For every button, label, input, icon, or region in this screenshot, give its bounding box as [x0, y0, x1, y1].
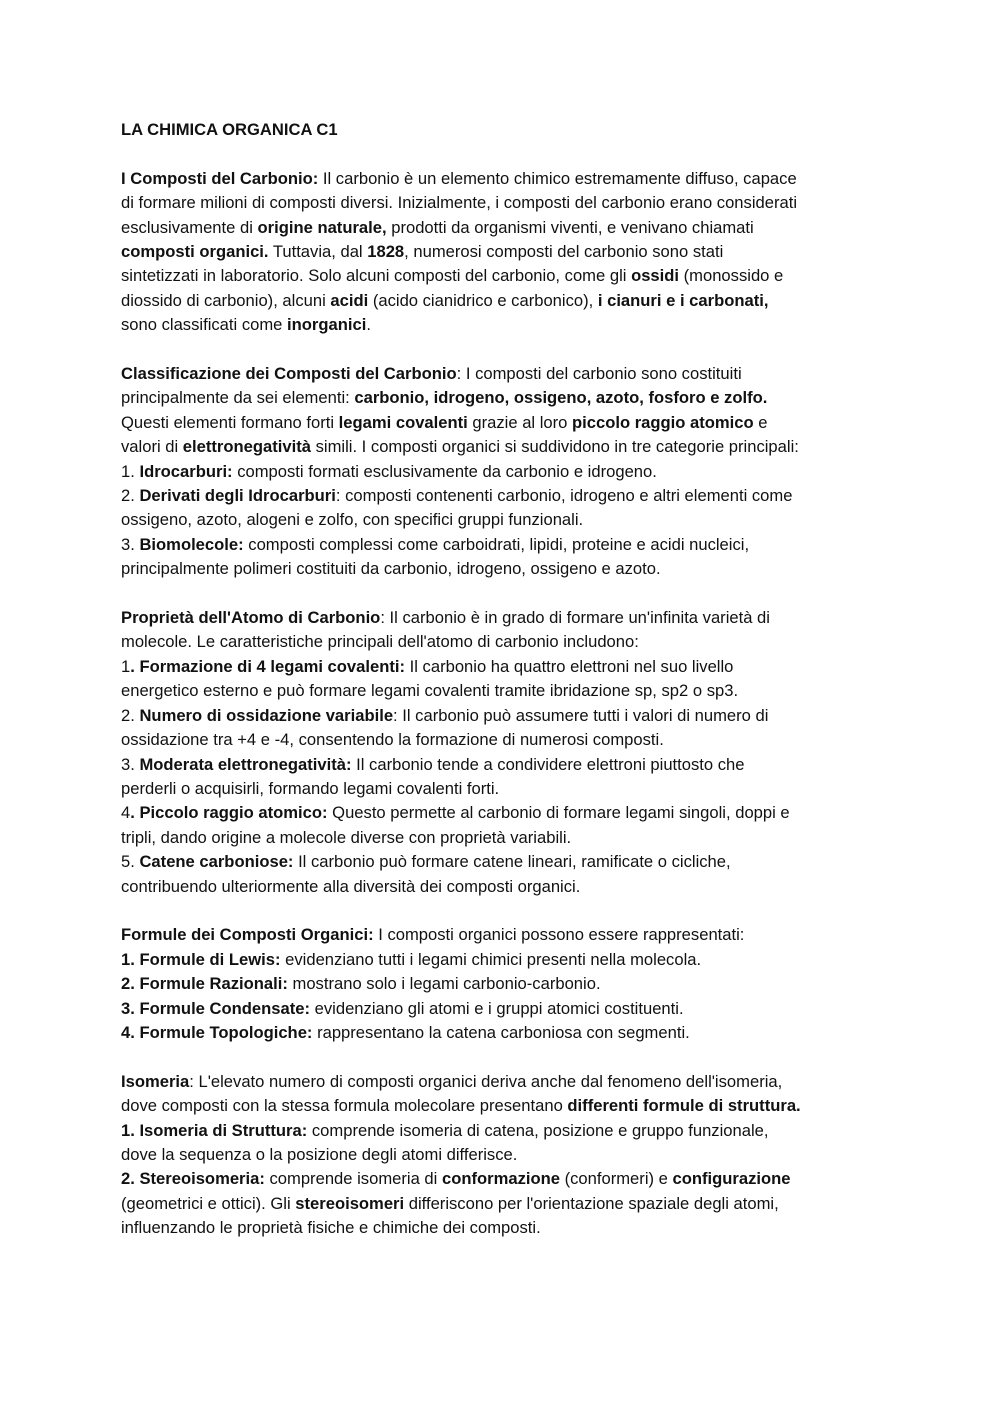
- text-run: : Il carbonio può assumere tutti i valori di numero di: [393, 705, 769, 725]
- text-run: 3.: [121, 754, 140, 774]
- text-run: Questo permette al carbonio di formare legami singoli, doppi e: [327, 803, 790, 823]
- text-line: [121, 606, 891, 630]
- document-body: [121, 118, 891, 1265]
- text-line: [121, 826, 891, 850]
- text-run: contribuendo ulteriormente alla diversità dei composti organici.: [121, 876, 581, 896]
- text-line: [121, 508, 891, 532]
- text-run: simili. I composti organici si suddividono in tre categorie principali:: [310, 437, 799, 457]
- bold-text: piccolo raggio atomico: [572, 412, 754, 432]
- text-line: [121, 191, 891, 215]
- text-line: [121, 533, 891, 557]
- text-line: [121, 1192, 891, 1216]
- bold-text: 1. Isomeria di Struttura:: [121, 1120, 308, 1140]
- text-run: di formare milioni di composti diversi. Inizialmente, i composti del carbonio erano considerati: [121, 193, 798, 213]
- text-run: .: [366, 315, 371, 335]
- bold-text: Classificazione dei Composti del Carbonio: [121, 364, 457, 384]
- text-run: : composti contenenti carbonio, idrogeno e altri elementi come: [335, 486, 793, 506]
- text-line: [121, 875, 891, 899]
- text-line: [121, 753, 891, 777]
- bold-text: configurazione: [672, 1169, 791, 1189]
- bold-text: legami covalenti: [338, 412, 468, 432]
- text-run: ossidazione tra +4 e -4, consentendo la formazione di numerosi composti.: [121, 730, 664, 750]
- text-run: : L'elevato numero di composti organici deriva anche dal fenomeno dell'isomeria,: [189, 1071, 783, 1091]
- bold-text: conformazione: [441, 1169, 560, 1189]
- text-run: principalmente da sei elementi:: [121, 388, 355, 408]
- text-run: 4: [121, 803, 131, 823]
- text-run: sono classificati come: [121, 315, 288, 335]
- text-run: (monossido e: [679, 266, 784, 286]
- text-run: energetico esterno e può formare legami covalenti tramite ibridazione sp, sp2 o sp3.: [121, 681, 739, 701]
- bold-text: . Piccolo raggio atomico:: [130, 803, 328, 823]
- text-line: [121, 679, 891, 703]
- text-line: [121, 1021, 891, 1045]
- section-formule: [121, 923, 891, 1045]
- text-line: [121, 948, 891, 972]
- section-classificazione: [121, 362, 891, 582]
- bold-text: ossidi: [631, 266, 680, 286]
- text-line: [121, 630, 891, 654]
- text-run: esclusivamente di: [121, 217, 258, 237]
- text-run: molecole. Le caratteristiche principali dell'atomo di carbonio includono:: [121, 632, 639, 652]
- bold-text: . Formazione di 4 legami covalenti:: [130, 656, 406, 676]
- text-line: [121, 777, 891, 801]
- text-run: : Il carbonio è in grado di formare un'infinita varietà di: [380, 608, 770, 628]
- bold-text: 2. Stereoisomeria:: [121, 1169, 265, 1189]
- text-run: sintetizzati in laboratorio. Solo alcuni composti del carbonio, come gli: [121, 266, 632, 286]
- bold-text: Derivati degli Idrocarburi: [139, 486, 336, 506]
- text-line: [121, 1167, 891, 1191]
- text-run: , numerosi composti del carbonio sono stati: [404, 242, 724, 262]
- text-line: [121, 1119, 891, 1143]
- text-run: dove la sequenza o la posizione degli atomi differisce.: [121, 1144, 518, 1164]
- text-run: comprende isomeria di catena, posizione e gruppo funzionale,: [307, 1120, 769, 1140]
- bold-text: Isomeria: [121, 1071, 190, 1091]
- text-run: : I composti del carbonio sono costituiti: [456, 364, 742, 384]
- text-run: perderli o acquisirli, formando legami covalenti forti.: [121, 778, 500, 798]
- text-line: [121, 264, 891, 288]
- text-run: composti complessi come carboidrati, lipidi, proteine e acidi nucleici,: [243, 534, 750, 554]
- text-run: I composti organici possono essere rappresentati:: [373, 925, 745, 945]
- text-run: 1.: [121, 461, 140, 481]
- bold-text: Numero di ossidazione variabile: [139, 705, 394, 725]
- text-run: rappresentano la catena carboniosa con segmenti.: [312, 1022, 690, 1042]
- text-run: Il carbonio può formare catene lineari, ramificate o cicliche,: [293, 852, 731, 872]
- text-line: [121, 972, 891, 996]
- text-run: 2.: [121, 705, 140, 725]
- text-run: (geometrici e ottici). Gli: [121, 1193, 296, 1213]
- bold-text: Catene carboniose:: [139, 852, 294, 872]
- bold-text: Biomolecole:: [139, 534, 244, 554]
- text-run: influenzando le proprietà fisiche e chimiche dei composti.: [121, 1218, 541, 1238]
- text-run: ossigeno, azoto, alogeni e zolfo, con specifici gruppi funzionali.: [121, 510, 584, 530]
- section-isomeria: [121, 1070, 891, 1241]
- text-run: comprende isomeria di: [264, 1169, 442, 1189]
- text-line: [121, 850, 891, 874]
- bold-text: composti organici.: [121, 242, 269, 262]
- text-run: 1: [121, 656, 131, 676]
- text-run: evidenziano tutti i legami chimici presenti nella molecola.: [280, 949, 702, 969]
- bold-text: carbonio, idrogeno, ossigeno, azoto, fosforo e zolfo.: [354, 388, 768, 408]
- text-run: Il carbonio tende a condividere elettroni piuttosto che: [351, 754, 745, 774]
- text-run: 5.: [121, 852, 140, 872]
- bold-text: origine naturale,: [257, 217, 387, 237]
- text-run: tripli, dando origine a molecole diverse con proprietà variabili.: [121, 827, 572, 847]
- text-line: [121, 655, 891, 679]
- bold-text: elettronegatività: [182, 437, 311, 457]
- text-run: 3.: [121, 534, 140, 554]
- bold-text: Idrocarburi:: [139, 461, 233, 481]
- text-run: grazie al loro: [467, 412, 573, 432]
- text-run: dove composti con la stessa formula molecolare presentano: [121, 1096, 568, 1116]
- text-line: [121, 362, 891, 386]
- text-run: (conformeri) e: [559, 1169, 673, 1189]
- text-line: [121, 704, 891, 728]
- bold-text: I Composti del Carbonio:: [121, 168, 319, 188]
- text-line: [121, 289, 891, 313]
- text-run: (acido cianidrico e carbonico),: [368, 290, 598, 310]
- text-line: [121, 801, 891, 825]
- text-run: Il carbonio ha quattro elettroni nel suo livello: [405, 656, 734, 676]
- section-composti-carbonio: [121, 167, 891, 338]
- text-run: e: [753, 412, 768, 432]
- bold-text: 1. Formule di Lewis:: [121, 949, 281, 969]
- text-run: Il carbonio è un elemento chimico estremamente diffuso, capace: [318, 168, 797, 188]
- bold-text: differenti formule di struttura.: [567, 1096, 801, 1116]
- text-line: [121, 386, 891, 410]
- text-run: Tuttavia, dal: [268, 242, 368, 262]
- text-run: 2.: [121, 486, 140, 506]
- bold-text: 2. Formule Razionali:: [121, 974, 288, 994]
- text-run: principalmente polimeri costituiti da carbonio, idrogeno, ossigeno e azoto.: [121, 559, 661, 579]
- text-run: composti formati esclusivamente da carbonio e idrogeno.: [232, 461, 657, 481]
- text-line: [121, 216, 891, 240]
- bold-text: inorganici: [287, 315, 367, 335]
- text-line: [121, 1216, 891, 1240]
- bold-text: Proprietà dell'Atomo di Carbonio: [121, 608, 381, 628]
- text-line: [121, 923, 891, 947]
- text-line: [121, 411, 891, 435]
- bold-text: i cianuri e i carbonati,: [597, 290, 769, 310]
- bold-text: Moderata elettronegatività:: [139, 754, 352, 774]
- text-run: differiscono per l'orientazione spaziale degli atomi,: [404, 1193, 779, 1213]
- text-line: [121, 435, 891, 459]
- text-line: [121, 1143, 891, 1167]
- text-run: evidenziano gli atomi e i gruppi atomici costituenti.: [310, 998, 684, 1018]
- text-line: [121, 997, 891, 1021]
- bold-text: 1828: [367, 242, 405, 262]
- text-run: diossido di carbonio), alcuni: [121, 290, 331, 310]
- bold-text: stereoisomeri: [295, 1193, 405, 1213]
- text-run: valori di: [121, 437, 183, 457]
- bold-text: 4. Formule Topologiche:: [121, 1022, 313, 1042]
- text-line: [121, 167, 891, 191]
- text-line: [121, 240, 891, 264]
- bold-text: 3. Formule Condensate:: [121, 998, 311, 1018]
- bold-text: Formule dei Composti Organici:: [121, 925, 374, 945]
- text-line: [121, 557, 891, 581]
- bold-text: acidi: [330, 290, 369, 310]
- text-line: [121, 1094, 891, 1118]
- text-run: prodotti da organismi viventi, e venivano chiamati: [386, 217, 754, 237]
- text-line: [121, 484, 891, 508]
- text-line: [121, 313, 891, 337]
- text-run: Questi elementi formano forti: [121, 412, 339, 432]
- text-run: mostrano solo i legami carbonio-carbonio.: [287, 974, 601, 994]
- text-line: [121, 460, 891, 484]
- document-title: LA CHIMICA ORGANICA C1: [121, 120, 338, 139]
- text-line: [121, 1070, 891, 1094]
- text-line: [121, 728, 891, 752]
- section-proprieta-atomo: [121, 606, 891, 899]
